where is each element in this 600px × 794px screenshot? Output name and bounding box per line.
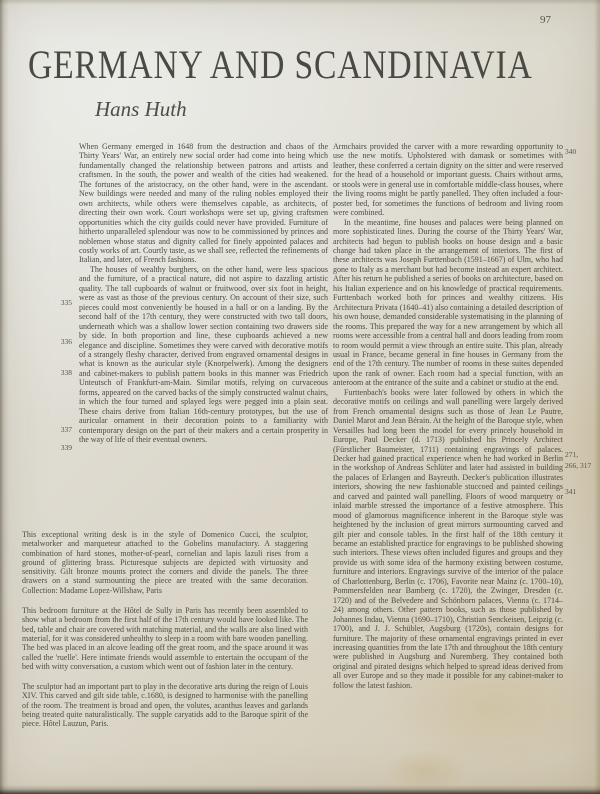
body-paragraph: Furttenbach's books were later followed by others in which the decorative motifs on ceilings and wall panelling were largely derived from French ornamental designs such as those of Jean Le Pautre, Daniel Marot and Jean Bérain. At the height of the Baroque style, when Versailles had long been the model for every princely household in Europe, Paul Decker (d. 1713) published his Princely Architect (Fürstlicher Baumeister, 1711) containing engravings of palaces. Decker had gained practical experience when he had worked in Berlin in the workshop of Andreas Schlüter and later had assisted in building the palaces of Erlangen and Bayreuth. Decker's publication illustrates interiors, showing the new fashionable stuccoed and painted ceilings and carved and painted wall panelling. Floors of wood marquetry or inlaid marble stressed the importance of a festive atmosphere. This mood of glamorous magnificence inherent in the Baroque style was heightened by the inclusion of great mirrors surmounting carved and gilt pier and console tables. In the first half of the 18th century it became an established practice for engravings to be published showing such interiors. These views often included figures and groups and they provide us with some idea of the harmony existing between costume, furniture and interiors. Engravings survive of the interior of the palace of Charlottenburg, Berlin (c. 1706), Favorite near Mainz (c. 1700–10), Pommersfelden near Bamberg (c. 1720), the Zwinger, Dresden (c. 1720) and of the Belvedere and Schönborn palaces, Vienna (c. 1714–24) among others. Other pattern books, such as those published by Johannes Indau, Vienna (1690–1710), Christian Senckeisen, Leipzig (c. 1700), and J. J. Schübler, Augsburg (1720s), contain designs for furniture. The majority of these ornamental engravings printed in ever increasing quantities from the late 17th and throughout the 18th century were published in Augsburg and Nuremberg. They contained both original and pirated designs which helped to spread ideas derived from all over Europe and so they made it possible for any cabinet-maker to follow the latest fashion. — [333, 387, 563, 690]
margin-ref: 271, — [565, 450, 579, 459]
right-text-column — [333, 142, 563, 690]
body-paragraph: The houses of wealthy burghers, on the other hand, were less spacious and the furniture, of a practical nature, did not aspire to dazzling artistic quality. The tall cupboards of walnut or fruitwood, over six foot in height, were as vast as those of the previous century. On account of their size, such pieces could most conveniently be housed in a hall or on a landing. By the second half of the 17th century, they were constructed with two tall doors, underneath which was a shallow lower section containing two drawers side by side. In both proportion and line, these cupboards achieved a new elegance and discipline. Sometimes they were carved with decorative motifs of a strangely fleshy character, derived from engraved ornamental designs in what is known as the auricular style (Knorpelwerk). Among the designers and cabinet-makers to publish pattern books in this manner was Friedrich Unteutsch of Frankfurt-am-Main. Similar motifs, relying on curvaceous forms, appeared on the carved backs of the simply constructed walnut chairs, in which the four turned and splayed legs were pegged into a plain seat. These chairs derive from Italian 16th-century prototypes, but the use of auricular ornament in their decoration points to a familiarity with contemporary design on the part of their makers and a certain prosperity in the way of life of their eventual owners. — [79, 264, 328, 445]
scan-edge-right — [594, 0, 600, 794]
body-paragraph: Armchairs provided the carver with a more rewarding opportunity to use the new motifs. Upholstered with damask or sometimes with leather, these conferred a certain dignity on the sitter and were reserved for the head of a household or important guests. Chairs without arms, or stools were in general use in comfortable middle-class houses, where the living rooms might be partly panelled. They often included a four-poster bed, for sometimes the functions of bedroom and living room were combined. — [333, 142, 563, 218]
caption-block — [22, 530, 308, 740]
author-name: Hans Huth — [95, 97, 187, 121]
body-paragraph: When Germany emerged in 1648 from the destruction and chaos of the Thirty Years' War, an entirely new social order had come into being which fundamentally changed the relationship between patrons and artists and craftsmen. In the south, the power and wealth of the cities had weakened. The fortunes of the aristocracy, on the other hand, were in the ascendant. New buildings were needed and many of the ruling nobles employed their own architects, while others were themselves capable, as architects, of directing their own work. Court workshops were set up, giving craftsmen opportunities which the city guilds could never have provided. Furniture of hitherto unparalleled splendour was now to be commissioned by princes and noblemen whose status and dignity called for finely appointed palaces and costly works of art. Courtly taste, as we shall see, reflected the refinements of Italian, and later, of French fashions. — [79, 142, 328, 265]
scan-edge-top — [0, 0, 600, 5]
body-paragraph: In the meantime, fine houses and palaces were being planned on more sophisticated lines. During the course of the Thirty Years' War, architects had begun to publish books on house design and a basic change had taken place in the arrangement of interiors. The first of these architects was Joseph Furttenbach (1591–1667) of Ulm, who had gone to Italy as a merchant but had become instead an expert architect. After his return he published a series of books on architecture, based on his Italian experience and on his knowledge of practical requirements. Furttenbach worked both for princes and wealthy citizens. His Architectura Privata (1640–41) also containing a detailed description of his own house, demanded considerable systematising in the planning of the rooms. This prepared the way for a new arrangement by which all rooms were accessible from a central hall and doors leading from room to room would permit a view through an entire suite. This plan, already usual in France, became general in fine houses in Germany from the end of the 17th century. The number of rooms in these suites depended upon the rank of owner. Each room had a special function, with an anteroom at the entrance of the suite and a cabinet or studio at the end. — [333, 217, 563, 388]
margin-ref: 339 — [60, 443, 72, 452]
margin-ref: 336 — [60, 337, 72, 346]
margin-ref: 335 — [60, 298, 72, 307]
chapter-title: GERMANY AND SCANDINAVIA — [28, 42, 533, 87]
caption-writing-desk: This exceptional writing desk is in the style of Domenico Cucci, the sculptor, metalworker and marqueteur attached to the Gobelins manufactory. A staggering combination of hard stones, mother-of-pearl, cornelian and lapis lazuli rises from a ground of glittering brass. Picturesque subjects are depicted with virtuosity and sensitivity. Gilt bronze mounts protect the corners and divide the panels. The three drawers on a stand surmounting the piece are treated with the same decoration. Collection: Madame Lopez-Willshaw, Paris — [22, 530, 308, 595]
caption-side-table: The sculptor had an important part to play in the decorative arts during the reign of Louis XIV. This carved and gilt side table, c.1680, is designed to harmonise with the panelling of the room. The treatment is broad and open, the volutes, acanthus leaves and garlands being treated quite naturalistically. The supple caryatids add to the Baroque spirit of the piece. Hôtel Lauzun, Paris. — [22, 682, 308, 729]
scan-edge-left — [0, 0, 9, 794]
caption-bedroom-furniture: This bedroom furniture at the Hôtel de Sully in Paris has recently been assembled to show what a bedroom from the first half of the 17th century would have looked like. The bed, table and chair are covered with matching material, and the walls are also lined with material, for it was considered unhealthy to sleep in a room with bare wooden panelling. The bed was placed in an alcove leading off the great room, and the space around it was called the 'ruelle'. Here intimate friends would assemble to entertain the occupant of the bed with witty conversation, a custom which went out of fashion later in the century. — [22, 606, 308, 671]
margin-ref: 266, 317 — [565, 461, 592, 470]
margin-ref: 341 — [565, 487, 577, 496]
margin-ref: 337 — [60, 425, 72, 434]
left-text-column — [79, 142, 328, 445]
page-number: 97 — [540, 14, 551, 26]
margin-ref: 340 — [565, 147, 577, 156]
scan-edge-bottom — [0, 785, 600, 794]
margin-ref: 338 — [60, 368, 72, 377]
